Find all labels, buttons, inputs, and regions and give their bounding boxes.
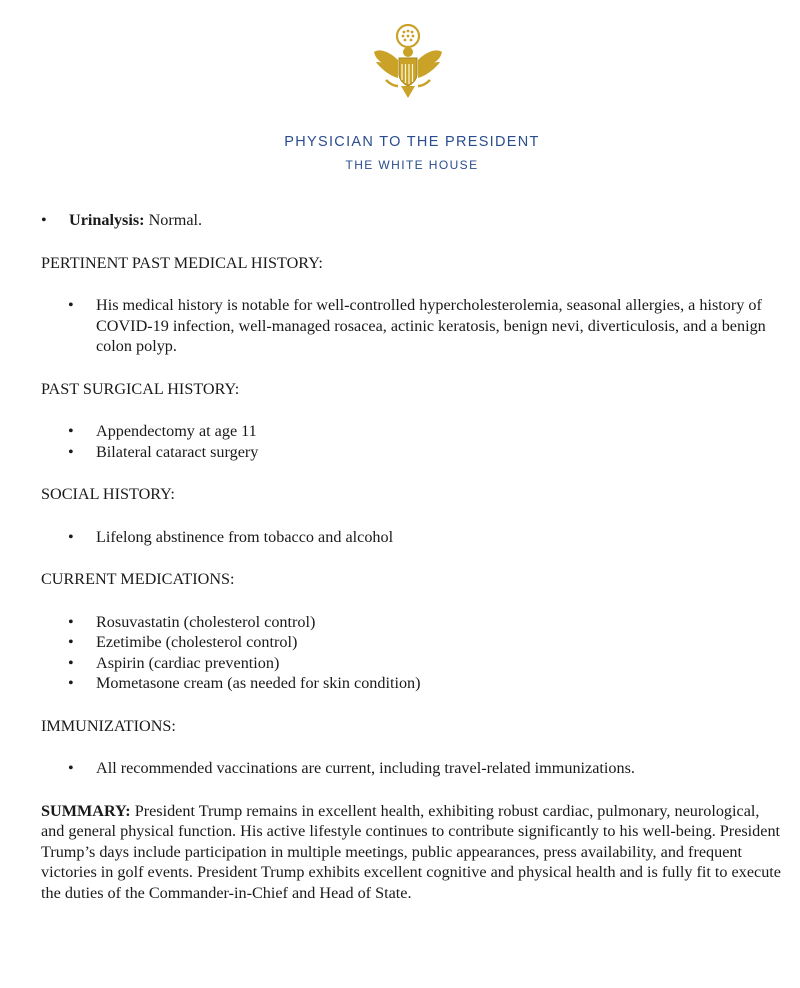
urinalysis-item [41,210,781,231]
letterhead-title: PHYSICIAN TO THE PRESIDENT [284,134,540,150]
psh-list [41,421,781,462]
list-item: • Bilateral cataract surgery [41,442,781,463]
pmh-heading: PERTINENT PAST MEDICAL HISTORY: [41,253,323,272]
meds-heading: CURRENT MEDICATIONS: [41,570,235,588]
list-item: • Aspirin (cardiac prevention) [41,653,781,674]
social-heading: SOCIAL HISTORY: [41,485,175,503]
document-body [41,210,781,903]
list-item: • Mometasone cream (as needed for skin condition) [41,673,781,694]
meds-list [41,612,781,694]
urinalysis-value: Normal. [144,211,203,229]
summary-label: SUMMARY: [41,801,131,820]
great-seal-eagle-icon [368,22,448,104]
social-list [41,527,781,548]
imm-list [41,758,781,779]
summary-text: President Trump remains in excellent health, exhibiting robust cardiac, pulmonary, neurological, and general physical function. His active lifestyle continues to contribute significantly to his well-being. President Trump’s days include participation in multiple meetings, public appearances, press availability, and frequent victories in golf events. President Trump exhibits excellent cognitive and physical health and is fully fit to execute the duties of the Commander-in-Chief and Head of State. [41,801,781,902]
imm-heading: IMMUNIZATIONS: [41,716,176,735]
list-item: • All recommended vaccinations are current, including travel-related immunizations. [41,758,781,779]
summary-paragraph [41,801,781,904]
list-item: • His medical history is notable for well-controlled hypercholesterolemia, seasonal allergies, a history of COVID-19 infection, well-managed rosacea, actinic keratosis, benign nevi, diverticulosis, and a benign colon polyp. [41,295,781,357]
pmh-list [41,295,781,357]
list-item: • Ezetimibe (cholesterol control) [41,632,781,653]
psh-heading: PAST SURGICAL HISTORY: [41,379,240,398]
list-item: • Rosuvastatin (cholesterol control) [41,612,781,633]
list-item: • Lifelong abstinence from tobacco and alcohol [41,527,781,548]
urinalysis-label: Urinalysis: [69,211,145,229]
letterhead-subtitle: THE WHITE HOUSE [345,158,479,172]
list-item: • Appendectomy at age 11 [41,421,781,442]
